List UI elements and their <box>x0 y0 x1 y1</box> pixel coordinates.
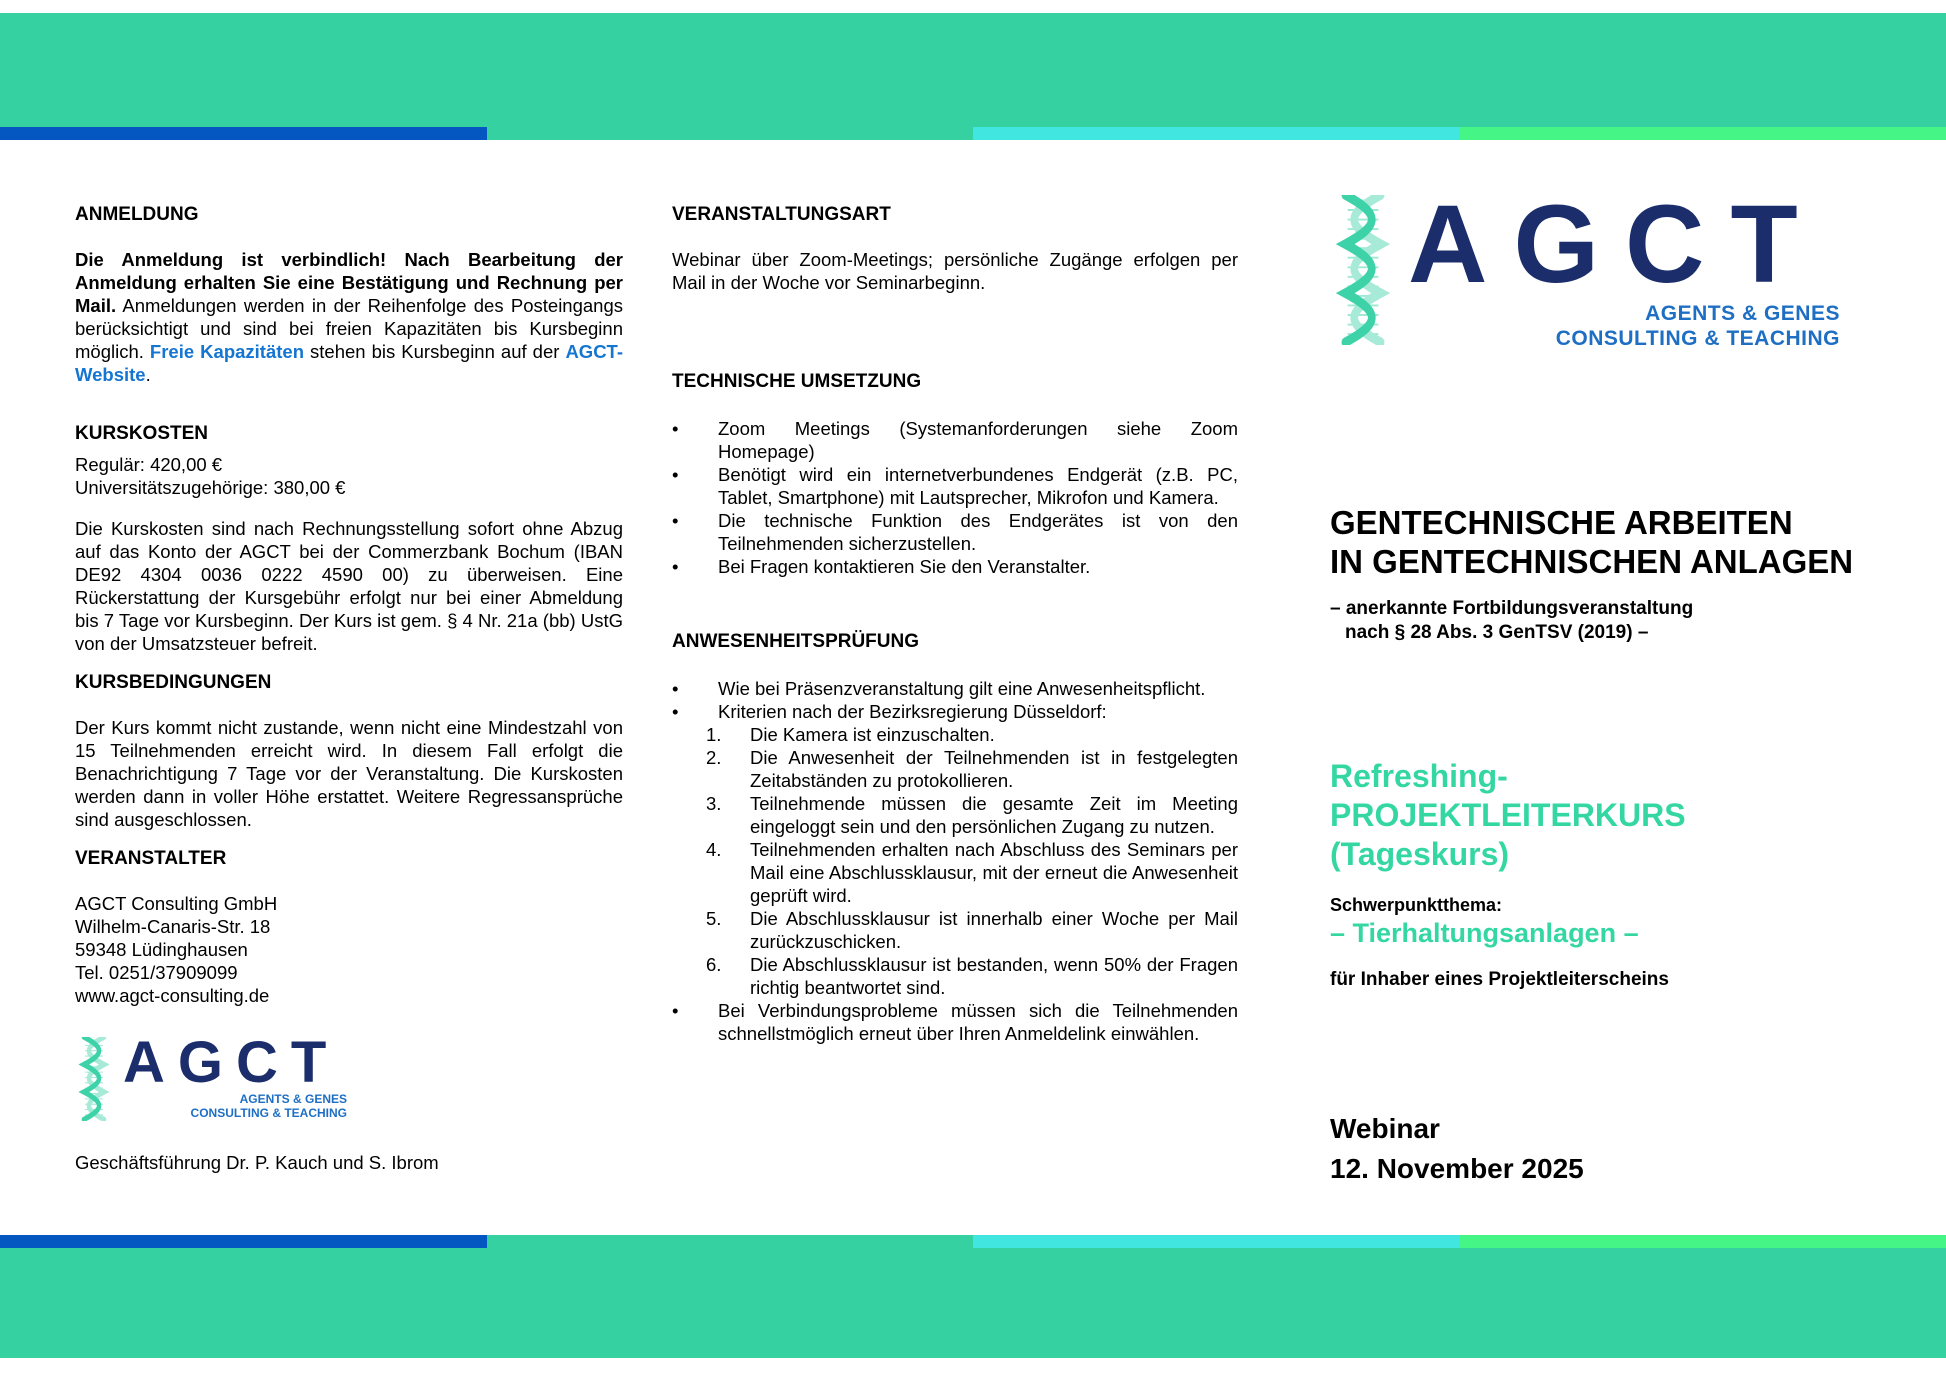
section-heading-technische-umsetzung: TECHNISCHE UMSETZUNG <box>672 371 922 392</box>
agct-wordmark: AGCT <box>123 1030 340 1095</box>
accreditation-line-2: nach § 28 Abs. 3 GenTSV (2019) – <box>1345 622 1649 643</box>
title-line-1: GENTECHNISCHE ARBEITEN <box>1330 504 1793 541</box>
management-line: Geschäftsführung Dr. P. Kauch und S. Ibrom <box>75 1152 439 1173</box>
accent-segment-green <box>1460 127 1946 140</box>
item-number: 1. <box>706 724 722 745</box>
agct-logo-small <box>75 1030 623 1121</box>
bullet-text: • Benötigt wird ein internetverbundenes Endgerät (z.B. PC, Tablet, Smartphone) mit Lautsprecher, Mikrofon und Kamera. <box>718 464 1238 508</box>
anwesenheitspruefung-list <box>672 677 1238 1045</box>
numbered-item <box>672 953 1238 999</box>
price-list <box>75 453 623 499</box>
section-heading-anmeldung: ANMELDUNG <box>75 204 199 225</box>
bottom-color-band <box>0 1248 1946 1358</box>
accreditation-note <box>1330 597 1858 645</box>
item-text: Die Abschlussklausur ist bestanden, wenn 50% der Fragen richtig beantwortet sind. <box>750 954 1238 998</box>
section-heading-anwesenheitspruefung: ANWESENHEITSPRÜFUNG <box>672 631 920 652</box>
logo-subtitle-agents-genes: AGENTS & GENES <box>239 1092 347 1106</box>
agct-website-link[interactable]: AGCT-Website <box>75 341 623 385</box>
section-heading-veranstaltungsart: VERANSTALTUNGSART <box>672 204 891 225</box>
item-number: 4. <box>706 839 722 860</box>
list-item <box>672 555 1238 578</box>
anmeldung-text-3: . <box>145 364 151 385</box>
accent-segment-blue <box>0 1235 487 1248</box>
bullet-text: • Bei Verbindungsprobleme müssen sich die Teilnehmenden schnellstmöglich erneut über Ihren Anmeldelink einwählen. <box>718 1000 1238 1044</box>
dna-helix-icon <box>1330 195 1396 345</box>
anmeldung-paragraph <box>75 248 623 386</box>
dna-helix-icon <box>75 1037 113 1121</box>
list-item <box>672 999 1238 1045</box>
numbered-item <box>672 746 1238 792</box>
organizer-website: www.agct-consulting.de <box>75 985 270 1006</box>
organizer-phone: Tel. 0251/37909099 <box>75 962 238 983</box>
veranstaltungsart-paragraph: Webinar über Zoom-Meetings; persönliche Zugänge erfolgen per Mail in der Woche vor Seminarbeginn. <box>672 249 1238 293</box>
left-column <box>75 203 623 1174</box>
technische-umsetzung-list <box>672 417 1238 578</box>
list-item <box>672 509 1238 555</box>
bullet-text: • Bei Fragen kontaktieren Sie den Veranstalter. <box>718 556 1091 577</box>
list-item <box>672 463 1238 509</box>
organizer-name: AGCT Consulting GmbH <box>75 893 278 914</box>
event-type: Webinar <box>1330 1113 1440 1144</box>
course-type-line-3: (Tageskurs) <box>1330 836 1510 872</box>
accent-segment-cyan <box>973 127 1460 140</box>
course-main-title <box>1330 503 1858 581</box>
course-type-line-2: PROJEKTLEITERKURS <box>1330 797 1686 833</box>
item-number: 6. <box>706 954 722 975</box>
top-accent-bar <box>0 127 1946 140</box>
price-regular: Regulär: 420,00 € <box>75 454 223 475</box>
item-text: Die Kamera ist einzuschalten. <box>750 724 995 745</box>
course-type-title <box>1330 757 1858 874</box>
accent-segment-teal <box>487 1235 974 1248</box>
focus-topic-value: – Tierhaltungsanlagen – <box>1330 918 1639 948</box>
veranstalter-address <box>75 892 623 1007</box>
organizer-city: 59348 Lüdinghausen <box>75 939 248 960</box>
item-text: Die Anwesenheit der Teilnehmenden ist in festgelegten Zeitabständen zu protokollieren. <box>750 747 1238 791</box>
price-university: Universitätszugehörige: 380,00 € <box>75 477 346 498</box>
numbered-item <box>672 792 1238 838</box>
list-item <box>672 417 1238 463</box>
anmeldung-text-2: stehen bis Kursbeginn auf der <box>304 341 566 362</box>
numbered-item <box>672 907 1238 953</box>
accreditation-line-1: – anerkannte Fortbildungsveranstaltung <box>1330 598 1694 619</box>
course-type-line-1: Refreshing- <box>1330 758 1508 794</box>
section-heading-kursbedingungen: KURSBEDINGUNGEN <box>75 672 272 693</box>
item-number: 5. <box>706 908 722 929</box>
logo-subtitle-consulting-teaching: CONSULTING & TEACHING <box>190 1106 347 1120</box>
accent-segment-green <box>1460 1235 1946 1248</box>
anmeldung-text-1: Anmeldungen werden in der Reihenfolge des Posteingangs berücksichtigt und sind bei freien Kapazitäten bis Kursbeginn möglich. <box>75 295 623 362</box>
accent-segment-teal <box>487 127 974 140</box>
target-audience: für Inhaber eines Projektleiterscheins <box>1330 969 1669 990</box>
item-text: Die Abschlussklausur ist innerhalb einer Woche per Mail zurückzuschicken. <box>750 908 1238 952</box>
list-item <box>672 677 1238 700</box>
organizer-street: Wilhelm-Canaris-Str. 18 <box>75 916 271 937</box>
numbered-item <box>672 838 1238 907</box>
agct-logo-text <box>123 1030 347 1120</box>
bullet-text: • Wie bei Präsenzveranstaltung gilt eine Anwesenheitspflicht. <box>718 678 1206 699</box>
agct-wordmark: AGCT <box>1408 183 1824 306</box>
middle-column <box>672 203 1238 1045</box>
anmeldung-bold-text: Die Anmeldung ist verbindlich! Nach Bearbeitung der Anmeldung erhalten Sie eine Bestätigung und Rechnung per Mail. <box>75 249 623 316</box>
section-heading-veranstalter: VERANSTALTER <box>75 848 227 869</box>
agct-logo-text <box>1408 183 1840 351</box>
free-capacity-link[interactable]: Freie Kapazitäten <box>149 341 304 362</box>
numbered-item <box>672 723 1238 746</box>
bullet-text: • Zoom Meetings (Systemanforderungen siehe Zoom Homepage) <box>718 418 1238 462</box>
item-number: 3. <box>706 793 722 814</box>
agct-logo-large <box>1330 183 1858 351</box>
title-line-2: IN GENTECHNISCHEN ANLAGEN <box>1330 543 1854 580</box>
accent-segment-blue <box>0 127 487 140</box>
bullet-text: • Die technische Funktion des Endgerätes ist von den Teilnehmenden sicherzustellen. <box>718 510 1238 554</box>
focus-topic-label: Schwerpunktthema: <box>1330 895 1503 915</box>
item-text: Teilnehmenden erhalten nach Abschluss des Seminars per Mail eine Abschlussklausur, mit der erneut die Anwesenheit geprüft wird. <box>750 839 1238 906</box>
kurskosten-paragraph: Die Kurskosten sind nach Rechnungsstellung sofort ohne Abzug auf das Konto der AGCT bei der Commerzbank Bochum (IBAN DE92 4304 0036 0222 4590 00) zu überweisen. Eine Rückerstattung der Kursgebühr erfolgt nur bei einer Abmeldung bis 7 Tage vor Kursbeginn. Der Kurs ist gem. § 4 Nr. 21a (bb) UstG von der Umsatzsteuer befreit. <box>75 518 623 654</box>
top-color-band <box>0 13 1946 127</box>
item-number: 2. <box>706 747 722 768</box>
item-text: Teilnehmende müssen die gesamte Zeit im Meeting eingeloggt sein und den persönlichen Zugang zu nutzen. <box>750 793 1238 837</box>
logo-subtitle-agents-genes: AGENTS & GENES <box>1645 302 1840 325</box>
event-date: 12. November 2025 <box>1330 1153 1584 1184</box>
right-column <box>1330 183 1858 1189</box>
kursbedingungen-paragraph: Der Kurs kommt nicht zustande, wenn nicht eine Mindestzahl von 15 Teilnehmenden erreicht wird. In diesem Fall erfolgt die Benachrichtigung 7 Tage vor der Veranstaltung. Die Kurskosten werden dann in voller Höhe erstattet. Weitere Regressansprüche sind ausgeschlossen. <box>75 717 623 830</box>
list-item <box>672 700 1238 723</box>
event-info <box>1330 1109 1858 1189</box>
logo-subtitle-consulting-teaching: CONSULTING & TEACHING <box>1555 327 1840 350</box>
section-heading-kurskosten: KURSKOSTEN <box>75 423 209 444</box>
bullet-text: • Kriterien nach der Bezirksregierung Düsseldorf: <box>718 701 1107 722</box>
bottom-accent-bar <box>0 1235 1946 1248</box>
accent-segment-cyan <box>973 1235 1460 1248</box>
